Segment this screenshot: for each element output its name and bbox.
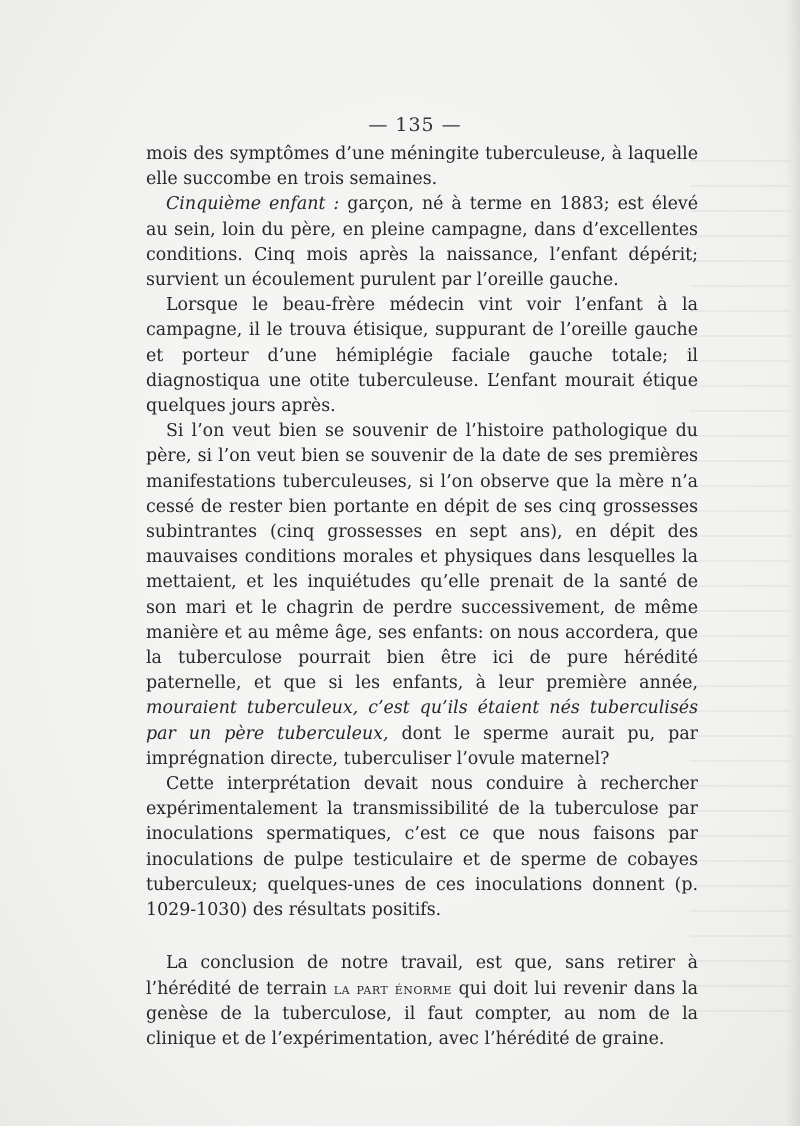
- page-number: — 135 —: [368, 114, 462, 136]
- show-through-texture: [690, 160, 790, 1020]
- page-edge-shadow: [786, 0, 800, 1126]
- paragraph-continuation: mois des symptômes d’une méningite tuberculeuse, à laquelle elle succombe en trois semaines.: [146, 144, 698, 190]
- paragraph-lead-italic: Cinquième enfant :: [166, 194, 340, 215]
- paragraph-fifth-child: Cinquième enfant : garçon, né à terme en 1883; est élevé au sein, loin du père, en pleine campagne, dans d’excellentes conditions. Cinq mois après la naissance, l’enfant dépérit; survient un écoulement purulent par l’oreille gauche.: [146, 194, 698, 291]
- paragraph-conclusion: La conclusion de notre travail, est que, sans retirer à l’hérédité de terrain la part énorme qui doit lui revenir dans la genèse de la tuberculose, il faut compter, au nom de la clinique et de l’expérimentation, avec l’hérédité de graine.: [146, 953, 698, 1049]
- emphasis-italic: mouraient tuberculeux, c’est qu’ils étaient nés tuberculisés par un père tuberculeux,: [146, 698, 698, 744]
- body-text: [146, 142, 698, 1052]
- emphasis-small-caps: la part énorme: [333, 979, 452, 998]
- paragraph-paternal-heredity: Si l’on veut bien se souvenir de l’histoire pathologique du père, si l’on veut bien se souvenir de la date de ses premières manifestations tuberculeuses, si l’on observe que la mère n’a cessé de rester bien portante en dépit de ses cinq grossesses subintrantes (cinq grossesses en sept ans), en dépit des mauvaises conditions morales et physiques dans lesquelles la mettaient, et les inquiétudes qu’elle prenait de la santé de son mari et le chagrin de perdre successivement, de même manière et au même âge, ses enfants: on nous accordera, que la tuberculose pourrait bien être ici de pure hérédité paternelle, et que si les enfants, à leur première année, mouraient tuberculeux, c’est qu’ils étaient nés tuberculisés par un père tuberculeux, dont le sperme aurait pu, par imprégnation directe, tuberculiser l’ovule maternel?: [146, 421, 698, 769]
- paragraph-brother-in-law: Lorsque le beau-frère médecin vint voir l’enfant à la campagne, il le trouva étisique, suppurant de l’oreille gauche et porteur d’une hémiplégie faciale gauche totale; il diagnostiqua une otite tuberculeuse. L’enfant mourait étique quelques jours après.: [146, 295, 698, 417]
- paragraph-interpretation: Cette interprétation devait nous conduire à rechercher expérimentalement la transmissibilité de la tuberculose par inoculations spermatiques, c’est ce que nous faisons par inoculations de pulpe testiculaire et de sperme de cobayes tuberculeux; quelques-unes de ces inoculations donnent (p. 1029-1030) des résultats positifs.: [146, 774, 698, 921]
